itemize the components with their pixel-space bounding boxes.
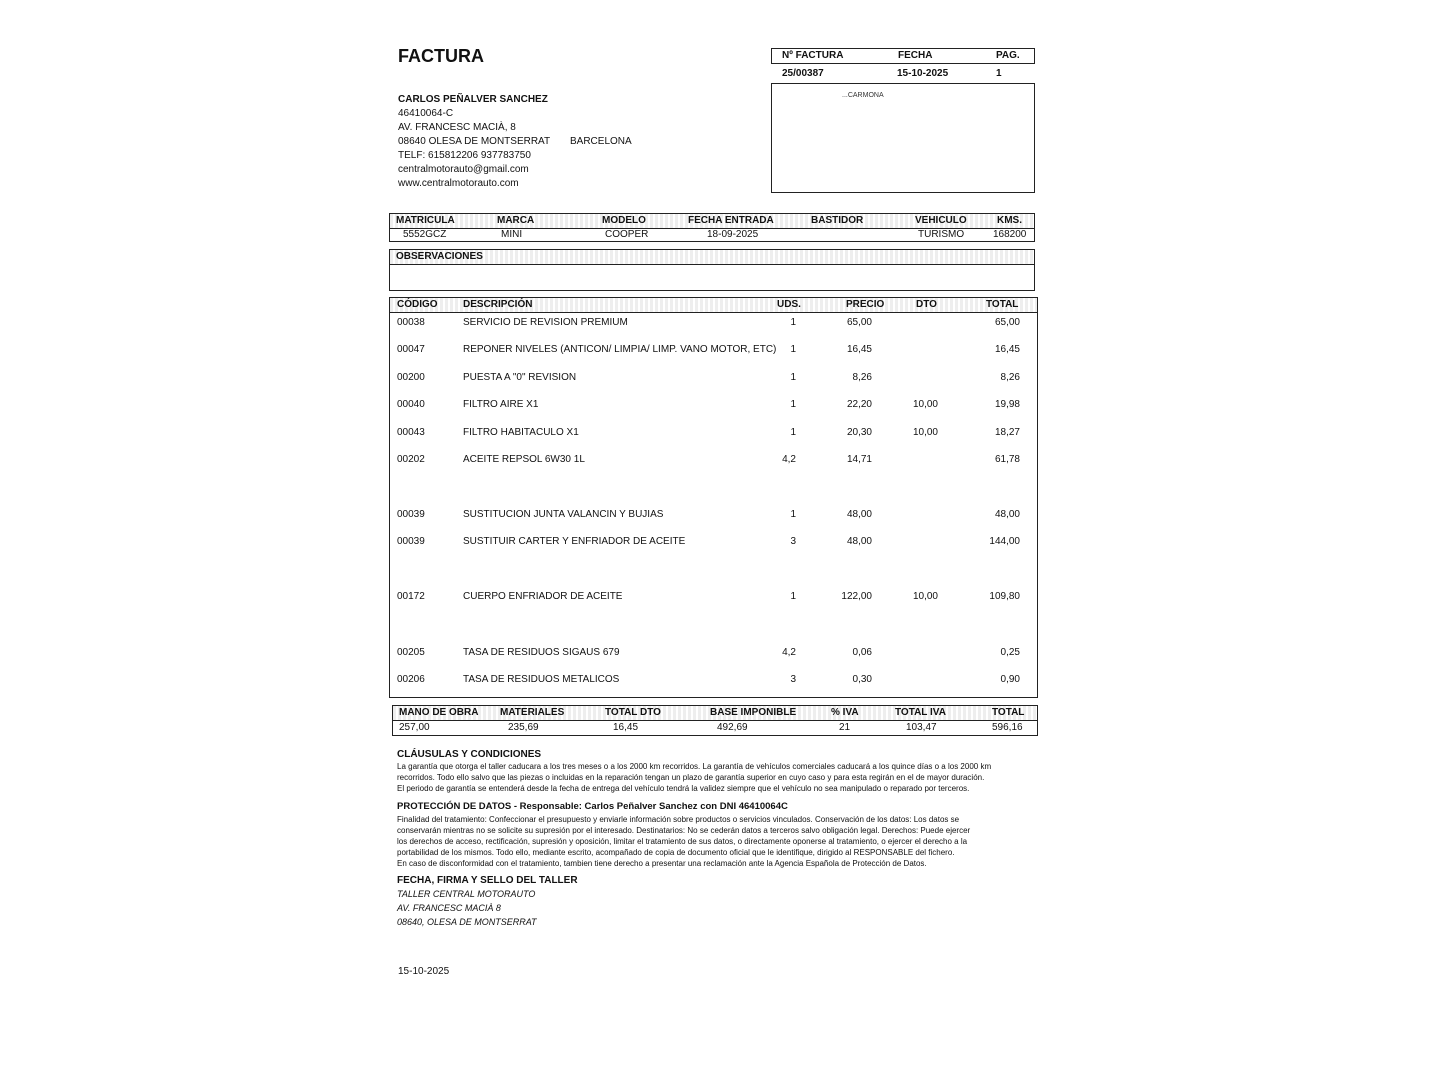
totals-labor: 257,00 (399, 722, 430, 733)
item-code: 00202 (397, 454, 425, 465)
item-price: 20,30 (846, 427, 872, 438)
table-row (390, 372, 1037, 386)
signature-line-3: 08640, OLESA DE MONTSERRAT (397, 917, 537, 927)
items-code-header: CÓDIGO (397, 299, 438, 310)
issuer-email[interactable]: centralmotorauto@gmail.com (398, 164, 529, 175)
items-price-header: PRECIO (846, 299, 885, 310)
item-total: 144,00 (989, 536, 1020, 547)
item-uds: 1 (790, 591, 796, 602)
table-row (390, 344, 1037, 358)
issuer-name: CARLOS PEÑALVER SANCHEZ (398, 94, 548, 105)
totals-vat-amount-header: TOTAL IVA (895, 707, 946, 718)
vehicle-type: TURISMO (918, 229, 965, 240)
totals-vat-amount: 103,47 (906, 722, 937, 733)
vehicle-plate: 5552GCZ (403, 229, 447, 240)
vehicle-kms: 168200 (993, 229, 1027, 240)
item-code: 00039 (397, 536, 425, 547)
items-total-header: TOTAL (986, 299, 1019, 310)
vehicle-entry-date: 18-09-2025 (707, 229, 759, 240)
item-code: 00200 (397, 372, 425, 383)
vehicle-table (389, 213, 1035, 242)
table-row (390, 674, 1037, 688)
data-protection-line-3: los derechos de acceso, rectificación, supresión y oposición, limitar el tratamiento de sus datos, o directamente oponerse al tratamiento, o ejercer el derecho a la (397, 837, 968, 846)
item-total: 16,45 (994, 344, 1020, 355)
invoice-date: 15-10-2025 (897, 68, 949, 79)
issuer-website[interactable]: www.centralmotorauto.com (398, 178, 519, 189)
item-code: 00039 (397, 509, 425, 520)
item-total: 18,27 (994, 427, 1020, 438)
customer-redacted-text: ...CARMONA (842, 92, 884, 99)
item-total: 48,00 (994, 509, 1020, 520)
observations-box (389, 249, 1035, 291)
item-price: 0,06 (852, 647, 872, 658)
item-uds: 1 (790, 427, 796, 438)
item-total: 0,90 (1000, 674, 1020, 685)
item-desc: CUERPO ENFRIADOR DE ACEITE (463, 591, 623, 602)
item-code: 00172 (397, 591, 425, 602)
signature-line-1: TALLER CENTRAL MOTORAUTO (397, 889, 536, 899)
table-row (390, 399, 1037, 413)
table-row (390, 591, 1037, 605)
vehicle-brand: MINI (501, 229, 523, 240)
vehicle-kms-header: KMS. (997, 215, 1022, 226)
item-price: 122,00 (841, 591, 872, 602)
clauses-title: CLÁUSULAS Y CONDICIONES (397, 749, 542, 760)
totals-discount-header: TOTAL DTO (605, 707, 661, 718)
item-uds: 4,2 (782, 454, 796, 465)
item-desc: TASA DE RESIDUOS SIGAUS 679 (463, 647, 620, 658)
totals-total: 596,16 (992, 722, 1023, 733)
issuer-phones: TELF: 615812206 937783750 (398, 150, 531, 161)
invoice-date-header: FECHA (898, 50, 933, 61)
item-code: 00205 (397, 647, 425, 658)
invoice-number-header: Nº FACTURA (782, 50, 844, 61)
item-desc: SUSTITUIR CARTER Y ENFRIADOR DE ACEITE (463, 536, 686, 547)
item-desc: PUESTA A "0" REVISION (463, 372, 577, 383)
item-desc: FILTRO HABITACULO X1 (463, 427, 579, 438)
vehicle-plate-header: MATRICULA (396, 215, 455, 226)
item-uds: 1 (790, 372, 796, 383)
clauses-line-3: El periodo de garantía se entenderá desde la fecha de entrega del vehículo tendrá la validez siempre que el vehículo no sea manipulado o reparado por terceros. (397, 784, 970, 793)
item-price: 48,00 (846, 536, 872, 547)
clauses-line-1: La garantía que otorga el taller caducara a los tres meses o a los 2000 km recorridos. La garantía de vehículos comerciales caducará a los quince días o a los 2000 km (397, 762, 992, 771)
data-protection-line-2: conservarán mientras no se solicite su supresión por el interesado. Destinatarios: No se cederán datos a terceros salvo obligación legal. Derechos: Puede ejercer (397, 826, 971, 835)
item-total: 65,00 (994, 317, 1020, 328)
item-price: 14,71 (846, 454, 872, 465)
totals-labor-header: MANO DE OBRA (399, 707, 479, 718)
table-row (390, 454, 1037, 468)
item-uds: 1 (790, 344, 796, 355)
signature-line-2: AV. FRANCESC MACIÀ 8 (397, 903, 501, 913)
totals-table (392, 705, 1038, 736)
item-uds: 4,2 (782, 647, 796, 658)
item-code: 00043 (397, 427, 425, 438)
issuer-province: BARCELONA (570, 136, 632, 147)
item-total: 0,25 (1000, 647, 1020, 658)
document-title: FACTURA (398, 46, 484, 66)
invoice-header-box (771, 48, 1035, 64)
vehicle-type-header: VEHICULO (915, 215, 967, 226)
items-description-header: DESCRIPCIÓN (463, 299, 533, 310)
invoice-page-header: PAG. (996, 50, 1020, 61)
item-desc: ACEITE REPSOL 6W30 1L (463, 454, 585, 465)
vehicle-brand-header: MARCA (497, 215, 535, 226)
item-price: 65,00 (846, 317, 872, 328)
invoice-number: 25/00387 (782, 68, 824, 79)
totals-tax-base: 492,69 (717, 722, 748, 733)
item-price: 22,20 (846, 399, 872, 410)
item-price: 16,45 (846, 344, 872, 355)
issuer-nif: 46410064-C (398, 108, 454, 119)
item-desc: SERVICIO DE REVISION PREMIUM (463, 317, 628, 328)
data-protection-line-4: portabilidad de los mismos. Todo ello, mediante escrito, acompañado de copia de documento oficial que le identifique, dirigido al RESPONSABLE del fichero. (397, 848, 955, 857)
vehicle-entry-date-header: FECHA ENTRADA (688, 215, 774, 226)
table-row (390, 536, 1037, 550)
item-desc: SUSTITUCION JUNTA VALANCIN Y BUJIAS (463, 509, 664, 520)
item-total: 19,98 (994, 399, 1020, 410)
table-row (390, 647, 1037, 661)
item-uds: 1 (790, 509, 796, 520)
issuer-postal-city: 08640 OLESA DE MONTSERRAT (398, 136, 551, 147)
clauses-line-2: recorridos. Todo ello salvo que las piezas o incluidas en la reparación tengan un plazo de garantía superior en cuyo caso y para esta regirán en el de mayor duración. (397, 773, 985, 782)
totals-tax-base-header: BASE IMPONIBLE (710, 707, 797, 718)
item-dto: 10,00 (912, 591, 938, 602)
item-code: 00047 (397, 344, 425, 355)
vehicle-model-header: MODELO (602, 215, 646, 226)
item-uds: 1 (790, 317, 796, 328)
table-row (390, 427, 1037, 441)
totals-materials-header: MATERIALES (500, 707, 565, 718)
item-desc: FILTRO AIRE X1 (463, 399, 539, 410)
observations-label: OBSERVACIONES (396, 251, 483, 262)
item-total: 109,80 (989, 591, 1020, 602)
item-dto: 10,00 (912, 427, 938, 438)
item-price: 0,30 (852, 674, 872, 685)
signature-date: 15-10-2025 (398, 966, 450, 977)
item-code: 00040 (397, 399, 425, 410)
vehicle-model: COOPER (605, 229, 649, 240)
items-discount-header: DTO (916, 299, 937, 310)
item-uds: 3 (790, 674, 796, 685)
item-dto: 10,00 (912, 399, 938, 410)
customer-box (771, 83, 1035, 193)
item-code: 00038 (397, 317, 425, 328)
item-code: 00206 (397, 674, 425, 685)
signature-title: FECHA, FIRMA Y SELLO DEL TALLER (397, 875, 578, 886)
totals-vat-rate-header: % IVA (831, 707, 859, 718)
totals-materials: 235,69 (508, 722, 539, 733)
item-price: 8,26 (852, 372, 872, 383)
totals-vat-rate: 21 (839, 722, 851, 733)
items-table (389, 297, 1038, 698)
data-protection-line-5: En caso de disconformidad con el tratamiento, tambien tiene derecho a presentar una reclamación ante la Agencia Española de Protección de Datos. (397, 859, 927, 868)
issuer-address: AV. FRANCESC MACIÀ, 8 (398, 122, 516, 133)
table-row (390, 509, 1037, 523)
vehicle-chassis-header: BASTIDOR (811, 215, 864, 226)
data-protection-title: PROTECCIÓN DE DATOS - Responsable: Carlos Peñalver Sanchez con DNI 46410064C (397, 801, 788, 812)
item-total: 8,26 (1000, 372, 1020, 383)
totals-total-header: TOTAL (992, 707, 1025, 718)
items-units-header: UDS. (777, 299, 801, 310)
table-row (390, 317, 1037, 331)
item-desc: REPONER NIVELES (ANTICON/ LIMPIA/ LIMP. VANO MOTOR, ETC) (463, 344, 777, 355)
data-protection-line-1: Finalidad del tratamiento: Confeccionar el presupuesto y enviarle información sobre productos o servicios vinculados. Conservación de los datos: Los datos se (397, 815, 960, 824)
item-total: 61,78 (994, 454, 1020, 465)
item-desc: TASA DE RESIDUOS METALICOS (463, 674, 620, 685)
totals-discount: 16,45 (613, 722, 639, 733)
item-uds: 3 (790, 536, 796, 547)
item-price: 48,00 (846, 509, 872, 520)
item-uds: 1 (790, 399, 796, 410)
invoice-page: 1 (996, 68, 1002, 79)
